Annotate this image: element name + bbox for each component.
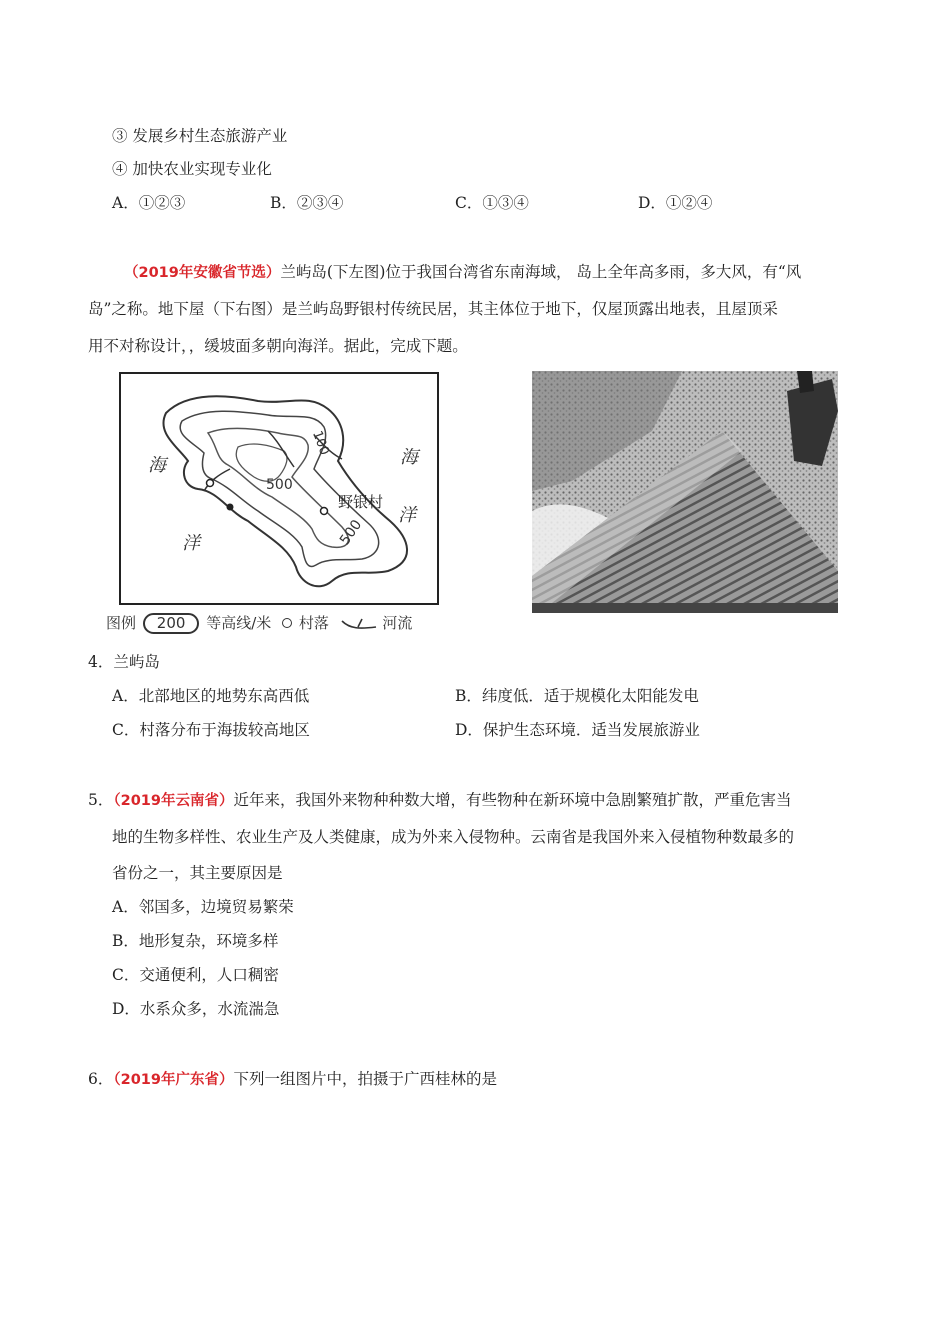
legend-village-text: 村落 bbox=[298, 614, 329, 632]
lanyu-map bbox=[118, 371, 440, 606]
map-label-sea-right: 海 bbox=[400, 447, 418, 468]
passage-line-2: 岛”之称。地下屋（下右图）是兰屿岛野银村传统民居，其主体位于地下，仅屋顶露出地表，且屋顶采 bbox=[88, 300, 778, 318]
lanyu-map-svg bbox=[118, 371, 440, 606]
map-legend bbox=[106, 612, 412, 634]
q6-source: （2019年广东省） bbox=[113, 1072, 234, 1088]
village-dot bbox=[227, 504, 234, 511]
map-label-ocean-left: 洋 bbox=[182, 533, 200, 554]
q4-choice-a[interactable]: A．北部地区的地势东高西低 bbox=[112, 687, 310, 705]
legend-contour-text: 等高线/米 bbox=[206, 614, 272, 632]
legend-contour-symbol: 200 bbox=[143, 613, 200, 634]
q5-number: 5． bbox=[88, 791, 114, 809]
legend-prefix: 图例 bbox=[106, 614, 137, 632]
q5-text-1: 近年来，我国外来物种种数大增，有些物种在新环境中急剧繁殖扩散，严重危害当 bbox=[233, 791, 792, 809]
village-dot bbox=[321, 508, 328, 515]
village-icon bbox=[282, 618, 292, 628]
q3-choice-c[interactable]: C．①③④ bbox=[455, 194, 529, 212]
q3-choice-a[interactable]: A．①②③ bbox=[112, 194, 186, 212]
q4-stem: 4．兰屿岛 bbox=[88, 653, 160, 671]
q5-choice-d[interactable]: D．水系众多，水流湍急 bbox=[112, 1000, 280, 1018]
q4-choice-c[interactable]: C．村落分布于海拔较高地区 bbox=[112, 721, 310, 739]
q3-item-3: ③ 发展乡村生态旅游产业 bbox=[112, 127, 288, 145]
q5-line-1 bbox=[88, 789, 792, 812]
q6-line bbox=[88, 1068, 497, 1091]
passage-line-1 bbox=[124, 261, 801, 284]
q5-choice-a[interactable]: A．邻国多，边境贸易繁荣 bbox=[112, 898, 294, 916]
map-contour-label: 500 bbox=[266, 477, 293, 493]
legend-river-text: 河流 bbox=[382, 614, 413, 632]
q3-item-4: ④ 加快农业实现专业化 bbox=[112, 160, 272, 178]
q5-choice-b[interactable]: B．地形复杂，环境多样 bbox=[112, 932, 279, 950]
underground-house-photo-svg bbox=[532, 371, 838, 613]
q5-line-3: 省份之一，其主要原因是 bbox=[112, 864, 283, 882]
village-dot bbox=[207, 480, 214, 487]
q5-source: （2019年云南省） bbox=[113, 793, 234, 809]
q6-number: 6． bbox=[88, 1070, 114, 1088]
map-label-ocean-right: 洋 bbox=[398, 505, 416, 526]
passage-source: （2019年安徽省节选） bbox=[124, 265, 281, 281]
q4-choice-d[interactable]: D．保护生态环境．适当发展旅游业 bbox=[455, 721, 700, 739]
river-icon bbox=[340, 617, 378, 631]
map-contour-label: 100 bbox=[309, 428, 332, 458]
passage-line-3: 用不对称设计，，缓坡面多朝向海洋。据此，完成下题。 bbox=[88, 337, 468, 355]
map-label-sea-left: 海 bbox=[148, 455, 166, 476]
map-label-village: 野银村 bbox=[338, 493, 384, 511]
map-contour-label: 500 bbox=[336, 517, 366, 549]
q4-choice-b[interactable]: B．纬度低．适于规模化太阳能发电 bbox=[455, 687, 699, 705]
q3-choice-d[interactable]: D．①②④ bbox=[638, 194, 713, 212]
q5-choice-c[interactable]: C．交通便利，人口稠密 bbox=[112, 966, 279, 984]
q6-stem: 下列一组图片中，拍摄于广西桂林的是 bbox=[233, 1070, 497, 1088]
passage-text-1: 兰屿岛(下左图)位于我国台湾省东南海域， 岛上全年高多雨，多大风，有“风 bbox=[280, 263, 802, 281]
q3-choice-b[interactable]: B．②③④ bbox=[270, 194, 344, 212]
underground-house-photo bbox=[532, 371, 838, 613]
q5-line-2: 地的生物多样性、农业生产及人类健康，成为外来入侵物种。云南省是我国外来入侵植物种数最多的 bbox=[112, 828, 795, 846]
